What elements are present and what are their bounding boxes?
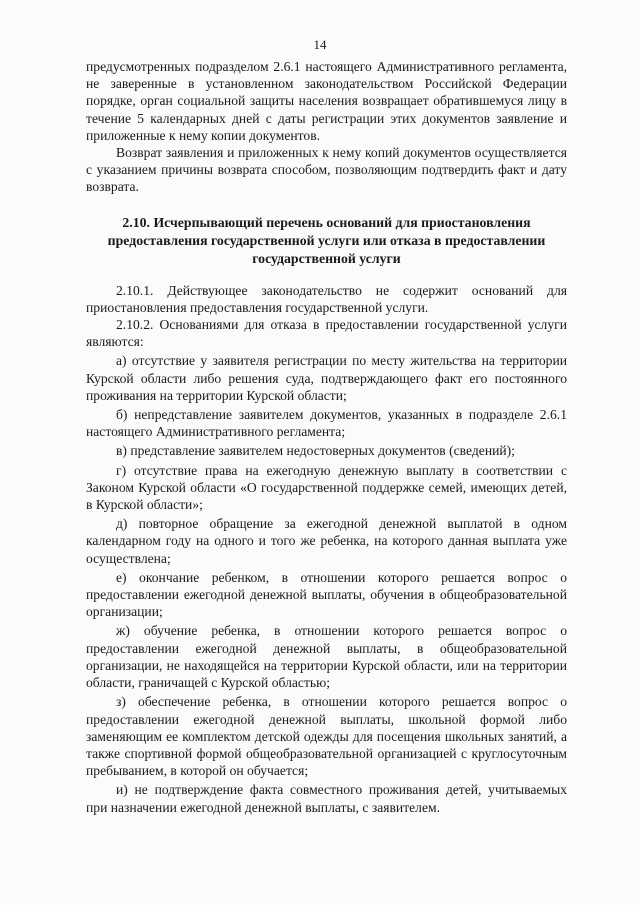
paragraph-return-info: Возврат заявления и приложенных к нему копий документов осуществляется с указанием причины возврата способом, позволяющим подтвердить факт и дату возврата. — [86, 145, 567, 195]
list-item-i: и) не подтверждение факта совместного проживания детей, учитываемых при назначении ежегодной денежной выплаты, с заявителем. — [86, 782, 567, 815]
list-item-b: б) непредставление заявителем документов, указанных в подразделе 2.6.1 настоящего Административного регламента; — [86, 407, 567, 440]
list-item-z: з) обеспечение ребенка, в отношении которого решается вопрос о предоставлении ежегодной денежной выплаты, школьной формой либо заменяющим ее комплектом детской одежды для посещения школьных занятий, а также спортивной формой общеобразовательной организацией с круглосуточным пребыванием, в которой он обучается; — [86, 694, 567, 779]
list-item-a: а) отсутствие у заявителя регистрации по месту жительства на территории Курской области либо решения суда, подтверждающего факт его постоянного проживания на территории Курской области; — [86, 353, 567, 403]
paragraph-2-10-1: 2.10.1. Действующее законодательство не содержит оснований для приостановления предоставления государственной услуги. — [86, 282, 567, 315]
page-number: 14 — [313, 37, 327, 52]
list-item-e: е) окончание ребенком, в отношении которого решается вопрос о предоставлении ежегодной денежной выплаты, обучения в общеобразовательной организации; — [86, 569, 567, 620]
list-item-d: д) повторное обращение за ежегодной денежной выплатой в одном календарном году на одного и того же ребенка, на которого данная выплата уже осуществлена; — [86, 516, 567, 566]
list-item-zh: ж) обучение ребенка, в отношении которого решается вопрос о предоставлении ежегодной денежной выплаты, в общеобразовательной организации, не находящейся на территории Курской области, или на территории области, граничащей с Курской областью; — [86, 623, 567, 691]
paragraph-2-10-2: 2.10.2. Основаниями для отказа в предоставлении государственной услуги являются: — [86, 317, 567, 350]
list-item-v: в) представление заявителем недостоверных документов (сведений); — [116, 443, 515, 459]
paragraph-continuation: предусмотренных подразделом 2.6.1 настоящего Административного регламента, не заверенные в установленном законодательством Российской Федерации порядке, орган социальной защиты населения возвращает обратившемуся лицу в течение 5 календарных дней с даты регистрации этих документов заявление и приложенные к нему копии документов. — [86, 59, 567, 143]
list-item-g: г) отсутствие права на ежегодную денежную выплату в соответствии с Законом Курской области «О государственной поддержке семей, имеющих детей, в Курской области»; — [86, 462, 567, 513]
section-heading: 2.10. Исчерпывающий перечень оснований для приостановления предоставления государственной услуги или отказа в предоставлении государственной услуги — [107, 214, 546, 266]
document-body — [86, 58, 567, 816]
